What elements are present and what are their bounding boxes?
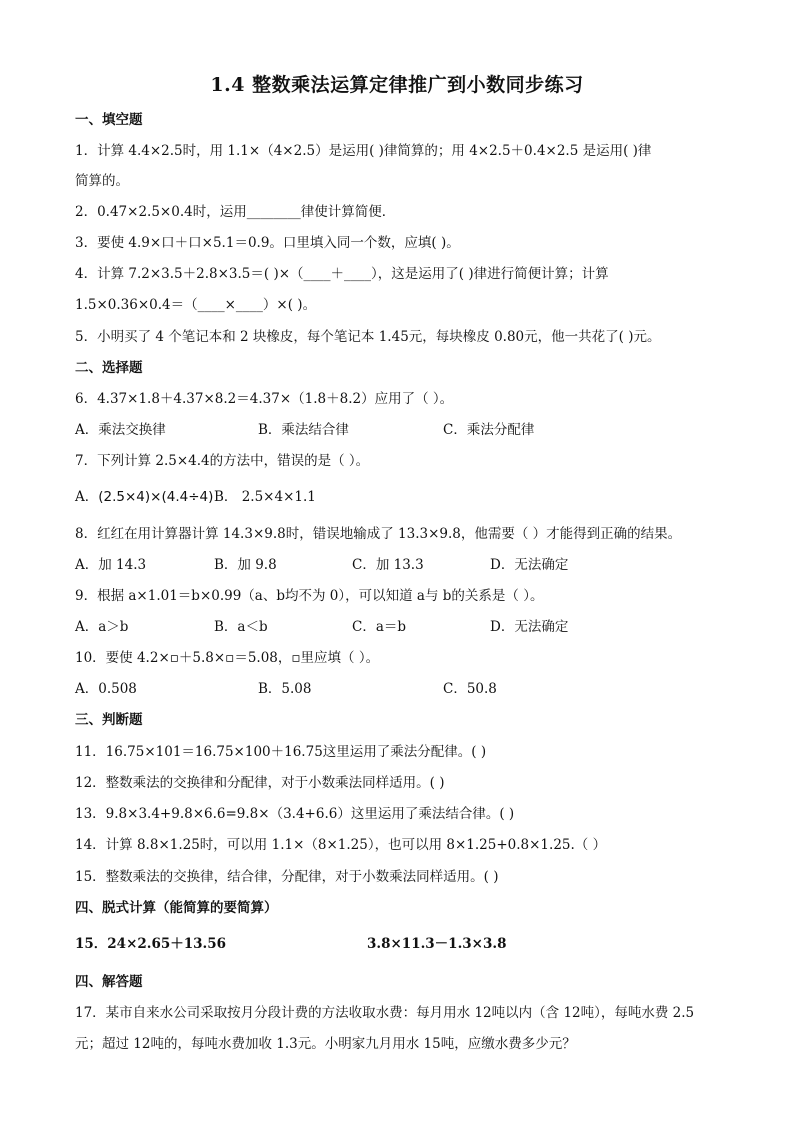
question-1-line-2: 简算的。 xyxy=(75,173,129,189)
section-fill-heading: 一、填空题 xyxy=(75,112,143,128)
question-6: 6．4.37×1.8＋4.37×8.2＝4.37×（1.8＋8.2）应用了（ ）。 xyxy=(75,391,454,407)
q6-option-a: A．乘法交换律 xyxy=(75,422,166,438)
section-calc-heading: 四、脱式计算（能简算的要简算） xyxy=(75,900,278,916)
calc-expression-2: 3.8×11.3－1.3×3.8 xyxy=(367,936,507,952)
q9-option-a: A．a＞b xyxy=(75,619,129,635)
q7-option-b: B． 2.5×4×1.1 xyxy=(214,489,316,505)
calc-expression-1: 15．24×2.65＋13.56 xyxy=(75,936,227,952)
q9-option-d: D．无法确定 xyxy=(490,619,569,635)
q8-option-b: B．加 9.8 xyxy=(214,557,277,573)
q10-option-c: C．50.8 xyxy=(443,681,497,697)
q10-option-a: A．0.508 xyxy=(75,681,137,697)
q7-option-a-formula: (2.5×4)×(4.4÷4) xyxy=(98,489,214,505)
question-8: 8．红红在用计算器计算 14.3×9.8时，错误地输成了 13.3×9.8，他需要（ ）才能得到正确的结果。 xyxy=(75,526,682,542)
q8-option-d: D．无法确定 xyxy=(490,557,569,573)
section-choice-heading: 二、选择题 xyxy=(75,360,143,376)
question-7: 7．下列计算 2.5×4.4的方法中，错误的是（ ）。 xyxy=(75,453,370,469)
q7-option-a xyxy=(75,488,213,506)
question-13: 13．9.8×3.4+9.8×6.6=9.8×（3.4+6.6）这里运用了乘法结合律。( ) xyxy=(75,806,515,822)
question-3: 3．要使 4.9×口＋口×5.1＝0.9。口里填入同一个数，应填( )。 xyxy=(75,235,460,251)
page-title: 1.4 整数乘法运算定律推广到小数同步练习 xyxy=(210,74,584,96)
question-17-line-2: 元；超过 12吨的，每吨水费加收 1.3元。小明家九月用水 15吨，应缴水费多少元？ xyxy=(75,1036,576,1052)
q10-option-b: B．5.08 xyxy=(258,681,312,697)
question-1-line-1: 1．计算 4.4×2.5时，用 1.1×（4×2.5）是运用( )律简算的；用 4×2.5＋0.4×2.5 是运用( )律 xyxy=(75,143,652,159)
question-15: 15．整数乘法的交换律，结合律，分配律，对于小数乘法同样适用。( ) xyxy=(75,869,499,885)
question-17-line-1: 17．某市自来水公司采取按月分段计费的方法收取水费：每月用水 12吨以内（含 12吨），每吨水费 2.5 xyxy=(75,1005,695,1021)
question-9: 9．根据 a×1.01＝b×0.99（a、b均不为 0），可以知道 a与 b的关系是（ ）。 xyxy=(75,588,544,604)
question-2: 2．0.47×2.5×0.4时，运用________律使计算简便． xyxy=(75,204,396,220)
q9-option-c: C．a＝b xyxy=(352,619,407,635)
question-14: 14．计算 8.8×1.25时，可以用 1.1×（8×1.25），也可以用 8×1.25+0.8×1.25.（ ） xyxy=(75,837,607,853)
q6-option-c: C．乘法分配律 xyxy=(443,422,535,438)
question-4-line-2: 1.5×0.36×0.4＝（____×____）×( )。 xyxy=(75,297,317,313)
question-5: 5．小明买了 4 个笔记本和 2 块橡皮，每个笔记本 1.45元，每块橡皮 0.80元，他一共花了( )元。 xyxy=(75,329,661,345)
q8-option-c: C．加 13.3 xyxy=(352,557,424,573)
section-judge-heading: 三、判断题 xyxy=(75,712,143,728)
q8-option-a: A．加 14.3 xyxy=(75,557,147,573)
section-word-heading: 四、解答题 xyxy=(75,974,143,990)
question-11: 11．16.75×101＝16.75×100＋16.75这里运用了乘法分配律。( ) xyxy=(75,744,487,760)
q9-option-b: B．a＜b xyxy=(214,619,268,635)
question-12: 12．整数乘法的交换律和分配律，对于小数乘法同样适用。( ) xyxy=(75,775,445,791)
question-4-line-1: 4．计算 7.2×3.5＋2.8×3.5＝( )×（____＋____），这是运用了( )律进行简便计算；计算 xyxy=(75,266,609,282)
q7-option-a-label: A． xyxy=(75,489,99,505)
question-10: 10．要使 4.2×▫＋5.8×▫＝5.08，▫里应填（ ）。 xyxy=(75,650,380,666)
q6-option-b: B．乘法结合律 xyxy=(258,422,349,438)
